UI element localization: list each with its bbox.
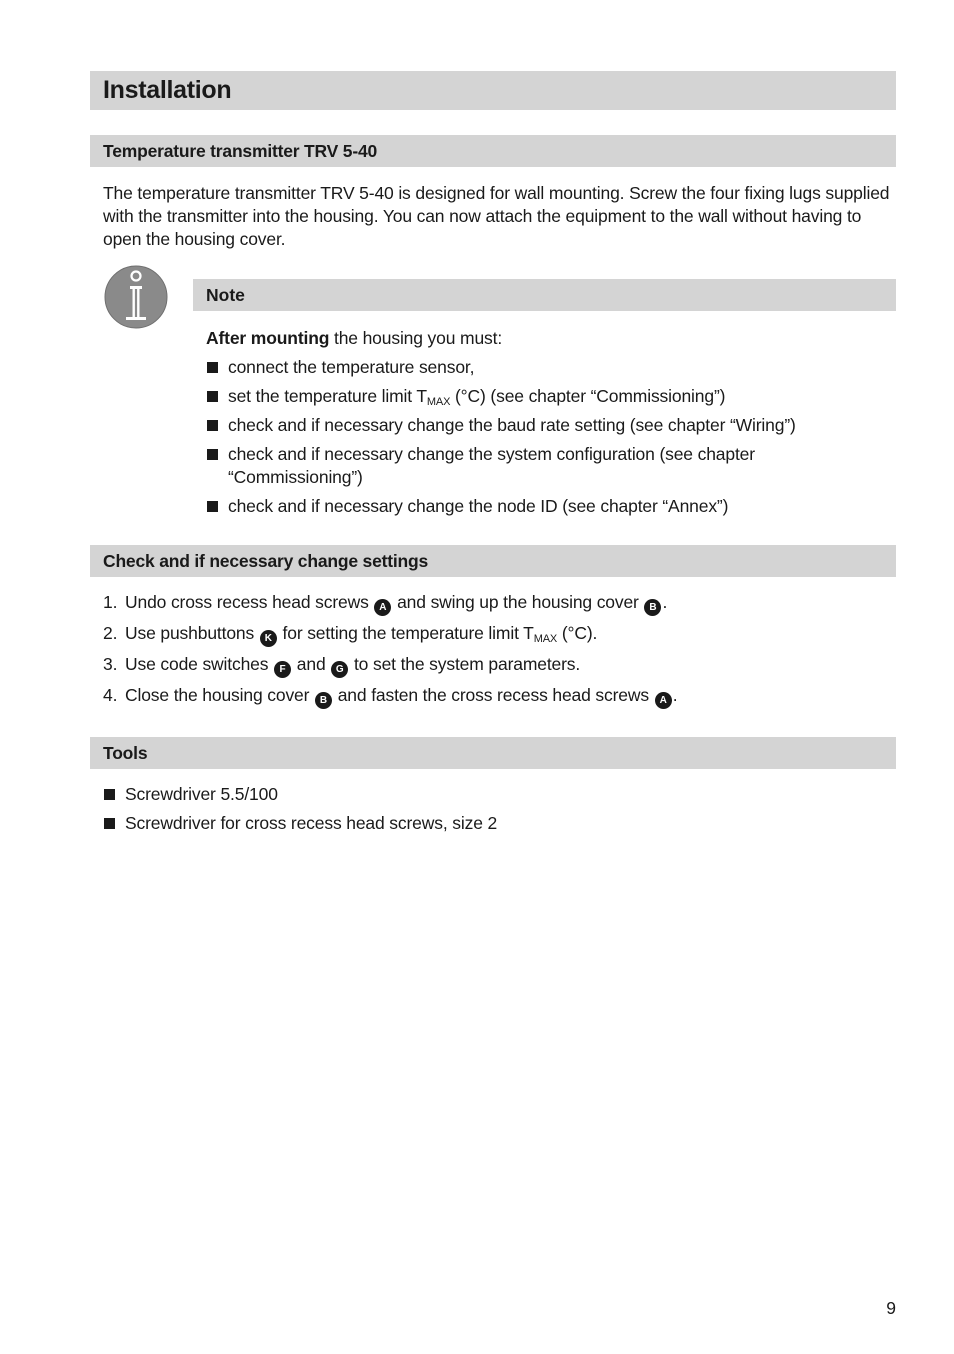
step-text: for setting the temperature limit T [277,623,534,643]
intro-paragraph: The temperature transmitter TRV 5-40 is designed for wall mounting. Screw the four fixing lugs supplied with the transmitter into the housing. You can now attach the equipment to the wall without having to open the housing cover. [103,183,890,249]
section-heading-tools: Tools [90,737,896,769]
step-text: Use pushbuttons [125,623,259,643]
callout-badge-a: A [374,599,391,616]
step-text: Close the housing cover [125,685,315,705]
note-heading: Note [193,279,896,311]
step-item [103,591,896,616]
subscript-max: MAX [533,633,558,645]
list-item-text: set the temperature limit T [228,386,427,406]
callout-badge-g: G [331,661,348,678]
list-item-text: check and if necessary change the system configuration (see chapter “Commissioning”) [228,444,755,487]
note-box [90,279,896,518]
subscript-max: MAX [426,396,451,408]
callout-badge-b: B [644,599,661,616]
step-text: (°C). [557,623,598,643]
step-text: and swing up the housing cover [392,592,644,612]
step-text: to set the system parameters. [349,654,581,674]
page-number: 9 [886,1298,896,1318]
step-text: Use code switches [125,654,274,674]
info-icon [104,265,168,329]
list-item [206,443,896,489]
step-number: 1. [103,592,118,612]
step-item [103,653,896,678]
page-content [90,71,896,835]
tools-list [103,783,896,835]
step-text: Undo cross recess head screws [125,592,374,612]
list-item-text: Screwdriver 5.5/100 [125,784,278,804]
note-lead [206,327,896,350]
step-number: 4. [103,685,118,705]
step-text: and fasten the cross recess head screws [333,685,654,705]
step-text: and [292,654,331,674]
list-item [103,812,896,835]
step-number: 3. [103,654,118,674]
step-item [103,684,896,709]
list-item-text: connect the temperature sensor, [228,357,475,377]
note-lead-rest: the housing you must: [329,328,503,348]
list-item [206,356,896,379]
list-item [206,414,896,437]
settings-steps [90,591,896,709]
section-heading-settings: Check and if necessary change settings [90,545,896,577]
page-title: Installation [90,71,896,110]
list-item-text: check and if necessary change the node ID (see chapter “Annex”) [228,496,729,516]
step-text: . [672,685,678,705]
list-item-text: Screwdriver for cross recess head screws, size 2 [125,813,498,833]
note-lead-bold: After mounting [206,328,330,348]
list-item [103,783,896,806]
callout-badge-b: B [315,692,332,709]
step-number: 2. [103,623,118,643]
list-item [206,495,896,518]
callout-badge-f: F [274,661,291,678]
list-item-text: (°C) (see chapter “Commissioning”) [450,386,726,406]
callout-badge-k: K [260,630,277,647]
step-text: . [662,592,668,612]
section-heading-transmitter: Temperature transmitter TRV 5-40 [90,135,896,167]
list-item-text: check and if necessary change the baud rate setting (see chapter “Wiring”) [228,415,796,435]
step-item [103,622,896,647]
note-list [206,356,896,518]
callout-badge-a: A [655,692,672,709]
list-item [206,385,896,408]
